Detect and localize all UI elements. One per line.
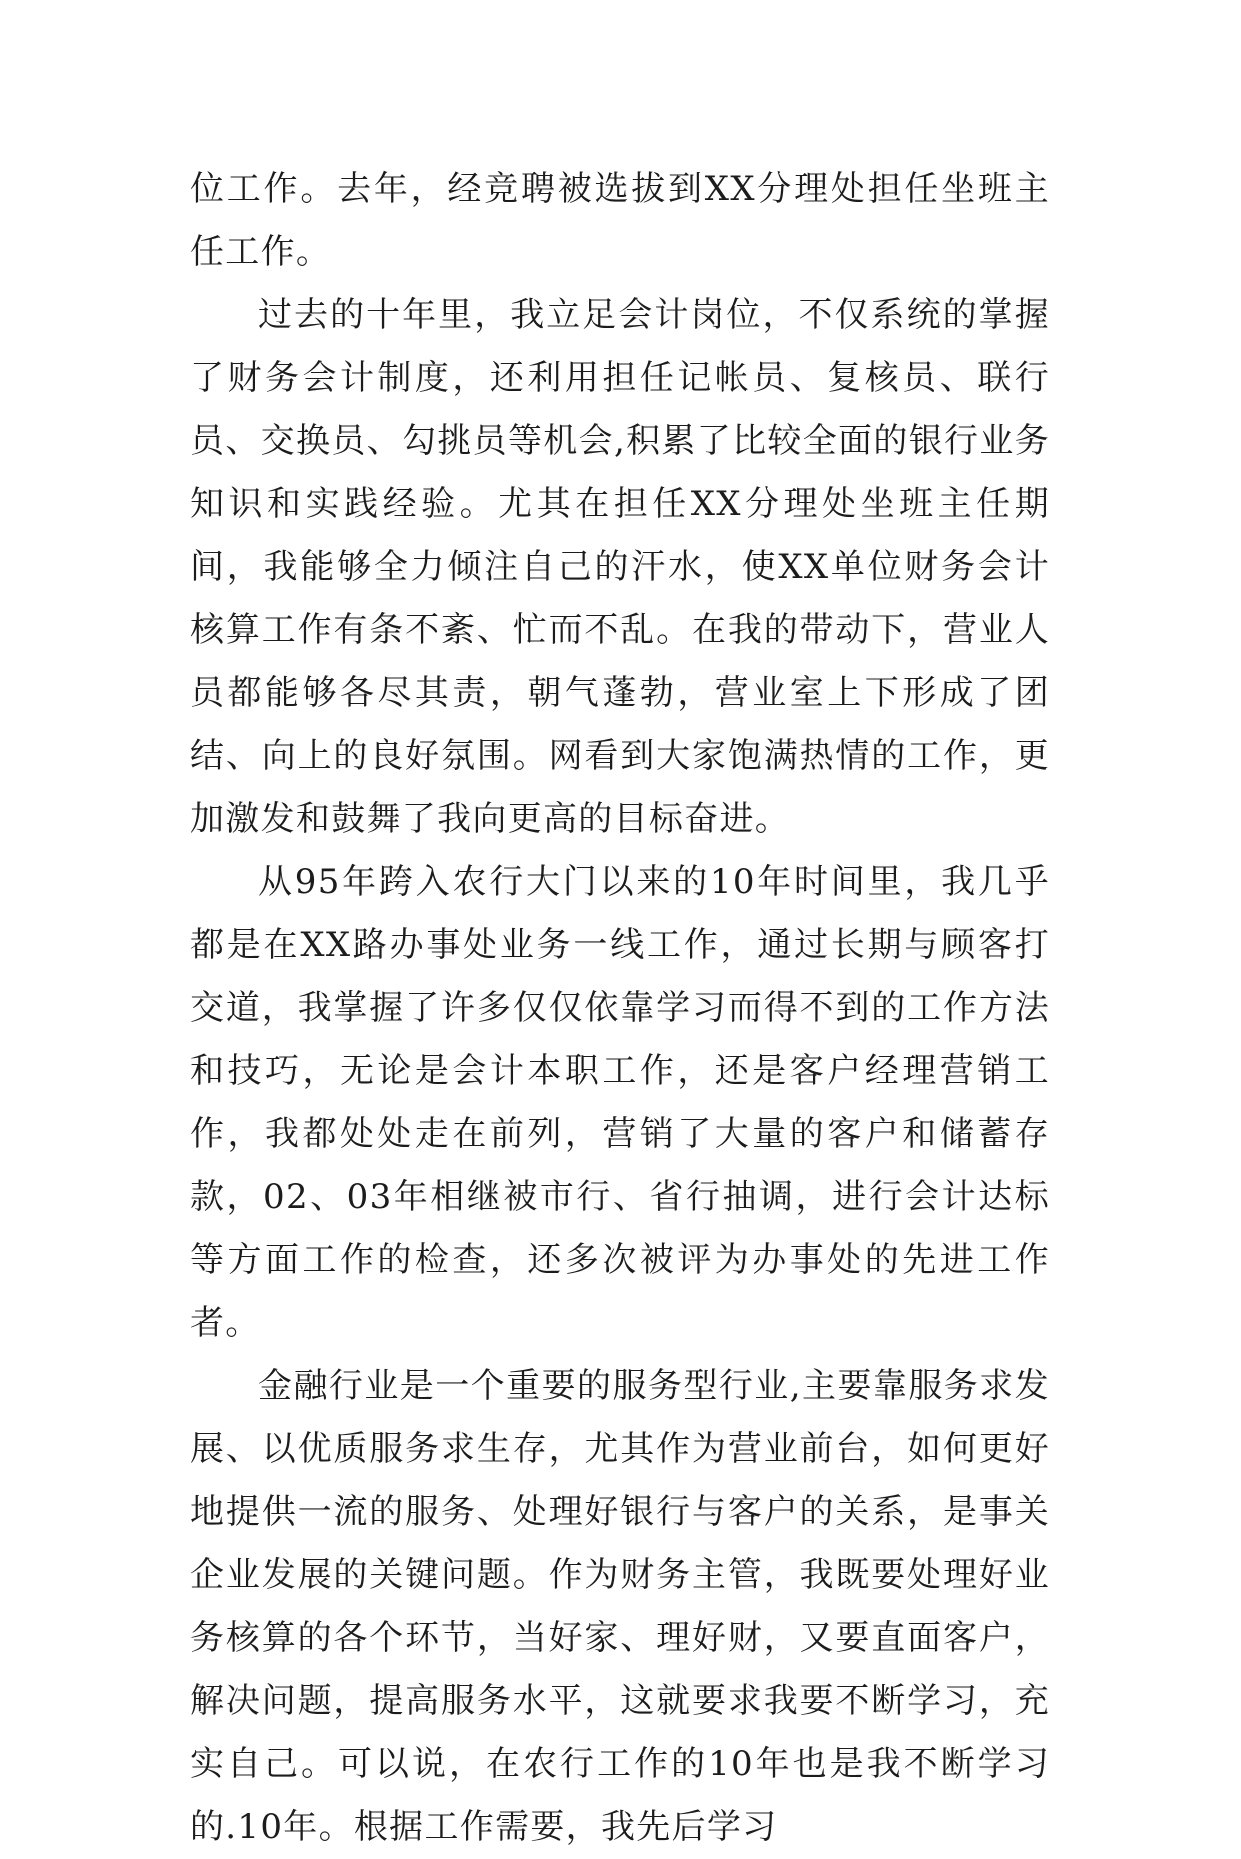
paragraph-1: 位工作。去年，经竞聘被选拔到XX分理处担任坐班主任工作。 <box>190 169 1050 272</box>
paragraph-4: 金融行业是一个重要的服务型行业,主要靠服务求发展、以优质服务求生存，尤其作为营业前台，如何更好地提供一流的服务、处理好银行与客户的关系，是事关企业发展的关键问题。作为财务主管，我既要处理好业务核算的各个环节，当好家、理好财，又要直面客户，解决问题，提高服务水平，这就要求我要不断学习，充实自己。可以说，在农行工作的10年也是我不断学习的.10年。根据工作需要，我先后学习 <box>190 1366 1050 1847</box>
paragraph-2: 过去的十年里，我立足会计岗位，不仅系统的掌握了财务会计制度，还利用担任记帐员、复核员、联行员、交换员、勾挑员等机会,积累了比较全面的银行业务知识和实践经验。尤其在担任XX分理处坐班主任期间，我能够全力倾注自己的汗水，使XX单位财务会计核算工作有条不紊、忙而不乱。在我的带动下，营业人员都能够各尽其责，朝气蓬勃，营业室上下形成了团结、向上的良好氛围。网看到大家饱满热情的工作，更加激发和鼓舞了我向更高的目标奋进。 <box>190 295 1050 839</box>
document-body <box>190 158 1050 1859</box>
paragraph-3: 从95年跨入农行大门以来的10年时间里，我几乎都是在XX路办事处业务一线工作，通过长期与顾客打交道，我掌握了许多仅仅依靠学习而得不到的工作方法和技巧，无论是会计本职工作，还是客户经理营销工作，我都处处走在前列，营销了大量的客户和储蓄存款，02、03年相继被市行、省行抽调，进行会计达标等方面工作的检查，还多次被评为办事处的先进工作者。 <box>190 862 1050 1343</box>
